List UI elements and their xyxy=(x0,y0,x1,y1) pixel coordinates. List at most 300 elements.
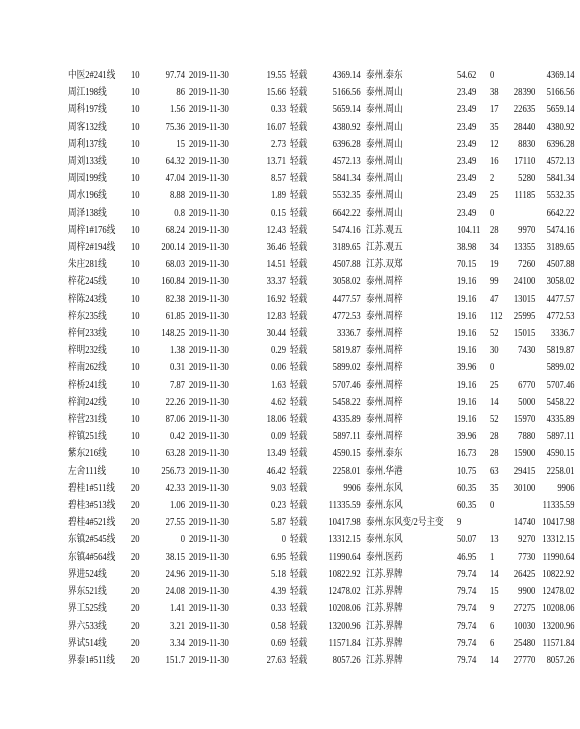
total-cell: 2258.01 xyxy=(546,465,575,477)
line-name-cell: 周水196线 xyxy=(68,190,107,202)
voltage-cell: 20 xyxy=(130,637,140,649)
substation-cell: 泰州.东风 xyxy=(366,534,404,546)
ratio-cell: 79.74 xyxy=(456,603,477,615)
line-name-cell: 东镇2#545线 xyxy=(68,534,116,546)
count-cell xyxy=(490,514,509,531)
capacity-cell: 5166.56 xyxy=(332,87,361,99)
count-cell: 19 xyxy=(490,259,499,271)
amount-cell: 25995 xyxy=(513,310,536,322)
count-cell: 47 xyxy=(490,293,499,305)
voltage-cell: 10 xyxy=(130,138,140,150)
ratio-cell: 38.98 xyxy=(456,242,477,254)
date-cell: 2019-11-30 xyxy=(188,431,229,443)
substation-cell: 江苏.观五 xyxy=(366,242,404,254)
table-row xyxy=(68,394,580,411)
load-status-cell: 轻载 xyxy=(290,568,308,580)
count-cell: 25 xyxy=(490,379,499,391)
amount-cell: 10030 xyxy=(513,620,536,632)
percent-cell: 14.51 xyxy=(266,259,286,271)
count-cell: 35 xyxy=(490,482,499,494)
load-status-cell: 轻载 xyxy=(290,345,308,357)
capacity-cell: 4507.88 xyxy=(332,259,361,271)
capacity-cell: 5841.34 xyxy=(332,173,361,185)
capacity-cell: 5659.14 xyxy=(332,104,361,116)
load-status-cell: 轻载 xyxy=(290,620,308,632)
amount-cell: 13015 xyxy=(513,293,536,305)
count-cell: 28 xyxy=(490,431,499,443)
value-cell: 42.33 xyxy=(165,482,185,494)
line-name-cell: 周客132线 xyxy=(68,121,107,133)
count-cell: 52 xyxy=(490,328,499,340)
total-cell: 3058.02 xyxy=(546,276,575,288)
amount-cell: 29415 xyxy=(513,465,536,477)
count-cell: 17 xyxy=(490,104,499,116)
value-cell: 0.8 xyxy=(173,207,185,219)
date-cell: 2019-11-30 xyxy=(188,603,229,615)
substation-cell: 泰州.周山 xyxy=(366,138,404,150)
percent-cell: 36.46 xyxy=(266,242,286,254)
ratio-cell: 54.62 xyxy=(456,70,477,81)
amount-cell: 15970 xyxy=(513,414,536,426)
percent-cell: 27.63 xyxy=(266,654,286,666)
substation-cell: 泰州.泰东 xyxy=(366,70,404,81)
date-cell: 2019-11-30 xyxy=(188,328,229,340)
table-row xyxy=(68,463,580,480)
count-cell: 112 xyxy=(490,310,503,322)
ratio-cell: 10.75 xyxy=(456,465,477,477)
value-cell: 24.08 xyxy=(165,586,185,598)
count-cell: 6 xyxy=(490,637,495,649)
total-cell: 4507.88 xyxy=(546,259,575,271)
table-row xyxy=(68,239,580,256)
table-row xyxy=(68,600,580,617)
value-cell: 1.06 xyxy=(169,500,185,512)
line-name-cell: 梓陈243线 xyxy=(68,293,107,305)
date-cell: 2019-11-30 xyxy=(188,224,229,236)
capacity-cell: 10822.92 xyxy=(328,568,361,580)
date-cell: 2019-11-30 xyxy=(188,637,229,649)
substation-cell: 泰州.周梓 xyxy=(366,293,404,305)
ratio-cell: 79.74 xyxy=(456,637,477,649)
total-cell: 11335.59 xyxy=(542,500,575,512)
line-name-cell: 梓东235线 xyxy=(68,310,107,322)
percent-cell: 0.29 xyxy=(270,345,286,357)
load-status-cell: 轻载 xyxy=(290,224,308,236)
percent-cell: 0 xyxy=(281,534,286,546)
line-name-cell: 界进524线 xyxy=(68,568,107,580)
date-cell: 2019-11-30 xyxy=(188,104,229,116)
table-row xyxy=(68,325,580,342)
ratio-cell: 23.49 xyxy=(456,121,477,133)
substation-cell: 泰州.周梓 xyxy=(366,431,404,443)
ratio-cell: 60.35 xyxy=(456,500,477,512)
substation-cell: 泰州.周梓 xyxy=(366,414,404,426)
count-cell: 9 xyxy=(490,603,495,615)
date-cell: 2019-11-30 xyxy=(188,121,229,133)
percent-cell: 2.73 xyxy=(270,138,286,150)
total-cell: 10208.06 xyxy=(541,603,575,615)
total-cell: 4369.14 xyxy=(546,70,575,81)
voltage-cell: 10 xyxy=(130,414,140,426)
table-row xyxy=(68,256,580,273)
voltage-cell: 10 xyxy=(130,259,140,271)
value-cell: 200.14 xyxy=(160,242,185,254)
table-row xyxy=(68,101,580,118)
table-row xyxy=(68,566,580,583)
value-cell: 47.04 xyxy=(165,173,185,185)
amount-cell: 27275 xyxy=(513,603,536,615)
date-cell: 2019-11-30 xyxy=(188,345,229,357)
substation-cell: 泰州.周梓 xyxy=(366,328,404,340)
load-status-cell: 轻载 xyxy=(290,156,308,168)
amount-cell: 9970 xyxy=(517,224,536,236)
value-cell: 86 xyxy=(175,87,185,99)
total-cell: 4380.92 xyxy=(546,121,575,133)
voltage-cell: 20 xyxy=(130,586,140,598)
date-cell: 2019-11-30 xyxy=(188,448,229,460)
total-cell: 10417.98 xyxy=(541,517,575,529)
value-cell: 3.34 xyxy=(169,637,185,649)
amount-cell: 5280 xyxy=(517,173,536,185)
value-cell: 0.31 xyxy=(169,362,185,374)
voltage-cell: 10 xyxy=(130,379,140,391)
capacity-cell: 11990.64 xyxy=(328,551,361,563)
value-cell: 7.87 xyxy=(169,379,185,391)
total-cell: 5659.14 xyxy=(546,104,575,116)
load-status-cell: 轻载 xyxy=(290,517,308,529)
voltage-cell: 10 xyxy=(130,276,140,288)
voltage-cell: 10 xyxy=(130,362,140,374)
load-status-cell: 轻载 xyxy=(290,534,308,546)
ratio-cell: 23.49 xyxy=(456,207,477,219)
load-status-cell: 轻载 xyxy=(290,431,308,443)
count-cell: 12 xyxy=(490,138,499,150)
ratio-cell: 60.35 xyxy=(456,482,477,494)
percent-cell: 33.37 xyxy=(266,276,286,288)
ratio-cell: 39.96 xyxy=(456,431,477,443)
amount-cell: 28440 xyxy=(513,121,536,133)
value-cell: 63.28 xyxy=(165,448,185,460)
total-cell: 5458.22 xyxy=(546,396,575,408)
total-cell: 5532.35 xyxy=(546,190,575,202)
percent-cell: 0.33 xyxy=(270,603,286,615)
load-status-cell: 轻载 xyxy=(290,586,308,598)
percent-cell: 0.09 xyxy=(270,431,286,443)
count-cell: 13 xyxy=(490,534,499,546)
amount-cell: 5000 xyxy=(517,396,536,408)
table-row xyxy=(68,273,580,290)
date-cell: 2019-11-30 xyxy=(188,568,229,580)
capacity-cell: 6396.28 xyxy=(332,138,361,150)
load-status-cell: 轻载 xyxy=(290,190,308,202)
table-row xyxy=(68,652,580,669)
line-name-cell: 梓桥241线 xyxy=(68,379,107,391)
total-cell: 6642.22 xyxy=(546,207,575,219)
capacity-cell: 13200.96 xyxy=(328,620,361,632)
capacity-cell: 8057.26 xyxy=(332,654,361,666)
line-name-cell: 梓花245线 xyxy=(68,276,107,288)
date-cell: 2019-11-30 xyxy=(188,362,229,374)
amount-cell: 15015 xyxy=(513,328,536,340)
amount-cell xyxy=(513,497,535,514)
load-status-cell: 轻载 xyxy=(290,207,308,219)
load-status-cell: 轻载 xyxy=(290,500,308,512)
percent-cell: 5.18 xyxy=(270,568,286,580)
ratio-cell: 39.96 xyxy=(456,362,477,374)
percent-cell: 1.89 xyxy=(270,190,286,202)
amount-cell: 14740 xyxy=(513,517,536,529)
count-cell: 0 xyxy=(490,207,495,219)
table-row xyxy=(68,480,580,497)
percent-cell: 9.03 xyxy=(270,482,286,494)
ratio-cell: 19.16 xyxy=(456,414,477,426)
count-cell: 14 xyxy=(490,568,499,580)
percent-cell: 12.83 xyxy=(266,310,286,322)
load-status-cell: 轻载 xyxy=(290,482,308,494)
table-row xyxy=(68,497,580,514)
capacity-cell: 5899.02 xyxy=(332,362,361,374)
line-name-cell: 界试514线 xyxy=(68,637,107,649)
ratio-cell: 70.15 xyxy=(456,259,477,271)
count-cell: 0 xyxy=(490,362,495,374)
value-cell: 8.88 xyxy=(169,190,185,202)
capacity-cell: 5474.16 xyxy=(332,224,361,236)
line-name-cell: 周利137线 xyxy=(68,138,107,150)
capacity-cell: 3189.65 xyxy=(332,242,361,254)
load-status-cell: 轻载 xyxy=(290,70,308,81)
load-status-cell: 轻载 xyxy=(290,414,308,426)
voltage-cell: 20 xyxy=(130,551,140,563)
load-status-cell: 轻载 xyxy=(290,259,308,271)
count-cell: 15 xyxy=(490,586,499,598)
ratio-cell: 23.49 xyxy=(456,173,477,185)
capacity-cell: 3058.02 xyxy=(332,276,361,288)
substation-cell: 江苏.界牌 xyxy=(366,568,404,580)
count-cell: 34 xyxy=(490,242,499,254)
total-cell: 13200.96 xyxy=(541,620,575,632)
table-row xyxy=(68,170,580,187)
capacity-cell: 4335.89 xyxy=(332,414,361,426)
amount-cell: 26425 xyxy=(513,568,536,580)
load-status-cell: 轻载 xyxy=(290,448,308,460)
count-cell: 38 xyxy=(490,87,499,99)
value-cell: 0 xyxy=(180,534,185,546)
value-cell: 68.03 xyxy=(165,259,185,271)
voltage-cell: 10 xyxy=(130,465,140,477)
capacity-cell: 10417.98 xyxy=(328,517,361,529)
line-name-cell: 紫东216线 xyxy=(68,448,107,460)
value-cell: 256.73 xyxy=(160,465,185,477)
date-cell: 2019-11-30 xyxy=(188,207,229,219)
line-name-cell: 梓润242线 xyxy=(68,396,107,408)
load-status-cell: 轻载 xyxy=(290,276,308,288)
percent-cell: 0.06 xyxy=(270,362,286,374)
table-row xyxy=(68,187,580,204)
percent-cell: 19.55 xyxy=(266,70,286,81)
table-row xyxy=(68,136,580,153)
substation-cell: 泰州.周山 xyxy=(366,87,404,99)
ratio-cell: 79.74 xyxy=(456,620,477,632)
voltage-cell: 10 xyxy=(130,448,140,460)
substation-cell: 泰州.周梓 xyxy=(366,310,404,322)
load-status-cell: 轻载 xyxy=(290,87,308,99)
capacity-cell: 13312.15 xyxy=(328,534,361,546)
total-cell: 10822.92 xyxy=(541,568,575,580)
line-name-cell: 周科197线 xyxy=(68,104,107,116)
amount-cell: 13355 xyxy=(513,242,536,254)
date-cell: 2019-11-30 xyxy=(188,156,229,168)
amount-cell: 15900 xyxy=(513,448,536,460)
date-cell: 2019-11-30 xyxy=(188,242,229,254)
date-cell: 2019-11-30 xyxy=(188,293,229,305)
table-row xyxy=(68,377,580,394)
percent-cell: 0.15 xyxy=(270,207,286,219)
substation-cell: 泰州.周山 xyxy=(366,121,404,133)
value-cell: 68.24 xyxy=(165,224,185,236)
substation-cell: 泰州.周山 xyxy=(366,190,404,202)
line-name-cell: 梓南262线 xyxy=(68,362,107,374)
total-cell: 4477.57 xyxy=(546,293,575,305)
load-status-cell: 轻载 xyxy=(290,173,308,185)
capacity-cell: 5897.11 xyxy=(332,431,361,443)
percent-cell: 4.62 xyxy=(270,396,286,408)
substation-cell: 泰州.泰东 xyxy=(366,448,404,460)
load-status-cell: 轻载 xyxy=(290,637,308,649)
capacity-cell: 9906 xyxy=(343,482,361,494)
line-name-cell: 东镇4#564线 xyxy=(68,551,116,563)
value-cell: 27.55 xyxy=(165,517,185,529)
value-cell: 148.25 xyxy=(160,328,185,340)
substation-cell: 泰州.周山 xyxy=(366,104,404,116)
ratio-cell: 46.95 xyxy=(456,551,477,563)
capacity-cell: 4590.15 xyxy=(332,448,361,460)
line-name-cell: 梓明232线 xyxy=(68,345,107,357)
value-cell: 3.21 xyxy=(169,620,185,632)
date-cell: 2019-11-30 xyxy=(188,517,229,529)
voltage-cell: 10 xyxy=(130,190,140,202)
table-row xyxy=(68,205,580,222)
amount-cell: 7260 xyxy=(517,259,536,271)
load-status-cell: 轻载 xyxy=(290,293,308,305)
line-name-cell: 界六533线 xyxy=(68,620,107,632)
table-row xyxy=(68,153,580,170)
capacity-cell: 4772.53 xyxy=(332,310,361,322)
capacity-cell: 2258.01 xyxy=(332,465,361,477)
count-cell: 52 xyxy=(490,414,499,426)
capacity-cell: 5707.46 xyxy=(332,379,361,391)
voltage-cell: 10 xyxy=(130,87,140,99)
percent-cell: 6.95 xyxy=(270,551,286,563)
amount-cell: 25480 xyxy=(513,637,536,649)
load-status-cell: 轻载 xyxy=(290,138,308,150)
value-cell: 24.96 xyxy=(165,568,185,580)
voltage-cell: 10 xyxy=(130,156,140,168)
count-cell: 63 xyxy=(490,465,499,477)
value-cell: 75.36 xyxy=(165,121,185,133)
load-status-cell: 轻载 xyxy=(290,654,308,666)
count-cell: 0 xyxy=(490,500,495,512)
substation-cell: 泰州.东风 xyxy=(366,500,404,512)
voltage-cell: 20 xyxy=(130,568,140,580)
date-cell: 2019-11-30 xyxy=(188,276,229,288)
substation-cell: 江苏.观五 xyxy=(366,224,404,236)
total-cell: 5474.16 xyxy=(546,224,575,236)
ratio-cell: 79.74 xyxy=(456,586,477,598)
capacity-cell: 11335.59 xyxy=(328,500,361,512)
line-name-cell: 界工525线 xyxy=(68,603,107,615)
line-name-cell: 周泽138线 xyxy=(68,207,107,219)
line-name-cell: 周梓2#194线 xyxy=(68,242,116,254)
value-cell: 22.26 xyxy=(165,396,185,408)
count-cell: 14 xyxy=(490,654,499,666)
load-status-cell: 轻载 xyxy=(290,603,308,615)
substation-cell: 江苏.界牌 xyxy=(366,586,404,598)
value-cell: 97.74 xyxy=(165,70,185,81)
value-cell: 1.56 xyxy=(169,104,185,116)
date-cell: 2019-11-30 xyxy=(188,379,229,391)
total-cell: 3336.7 xyxy=(550,328,575,340)
capacity-cell: 4477.57 xyxy=(332,293,361,305)
table-row xyxy=(68,119,580,136)
substation-cell: 泰州.周梓 xyxy=(366,379,404,391)
line-name-cell: 界泰1#511线 xyxy=(68,654,115,666)
total-cell: 5897.11 xyxy=(546,431,575,443)
total-cell: 3189.65 xyxy=(546,242,575,254)
count-cell: 30 xyxy=(490,345,499,357)
ratio-cell: 104.11 xyxy=(456,224,481,236)
load-status-cell: 轻载 xyxy=(290,242,308,254)
total-cell: 13312.15 xyxy=(541,534,575,546)
voltage-cell: 10 xyxy=(130,121,140,133)
date-cell: 2019-11-30 xyxy=(188,87,229,99)
percent-cell: 0.58 xyxy=(270,620,286,632)
count-cell: 35 xyxy=(490,121,499,133)
total-cell: 9906 xyxy=(557,482,575,494)
table-row xyxy=(68,342,580,359)
date-cell: 2019-11-30 xyxy=(188,310,229,322)
substation-cell: 泰州.东风 xyxy=(366,482,404,494)
voltage-cell: 20 xyxy=(130,500,140,512)
capacity-cell: 11571.84 xyxy=(328,637,361,649)
substation-cell: 泰州.周山 xyxy=(366,173,404,185)
line-name-cell: 碧桂1#511线 xyxy=(68,482,115,494)
table-row xyxy=(68,67,580,84)
voltage-cell: 10 xyxy=(130,396,140,408)
table-row xyxy=(68,635,580,652)
substation-cell: 泰州.华港 xyxy=(366,465,404,477)
voltage-cell: 10 xyxy=(130,104,140,116)
value-cell: 160.84 xyxy=(160,276,185,288)
date-cell: 2019-11-30 xyxy=(188,534,229,546)
total-cell: 12478.02 xyxy=(541,586,575,598)
line-name-cell: 周刘133线 xyxy=(68,156,107,168)
table-row xyxy=(68,359,580,376)
ratio-cell: 23.49 xyxy=(456,87,477,99)
ratio-cell: 79.74 xyxy=(456,654,477,666)
amount-cell: 7880 xyxy=(517,431,536,443)
total-cell: 4572.13 xyxy=(546,156,575,168)
amount-cell: 30100 xyxy=(513,482,536,494)
amount-cell: 24100 xyxy=(513,276,536,288)
date-cell: 2019-11-30 xyxy=(188,190,229,202)
value-cell: 38.15 xyxy=(165,551,185,563)
load-status-cell: 轻载 xyxy=(290,121,308,133)
ratio-cell: 19.16 xyxy=(456,328,477,340)
percent-cell: 1.63 xyxy=(270,379,286,391)
substation-cell: 泰州.医药 xyxy=(366,551,404,563)
amount-cell: 6770 xyxy=(517,379,536,391)
total-cell: 4335.89 xyxy=(546,414,575,426)
